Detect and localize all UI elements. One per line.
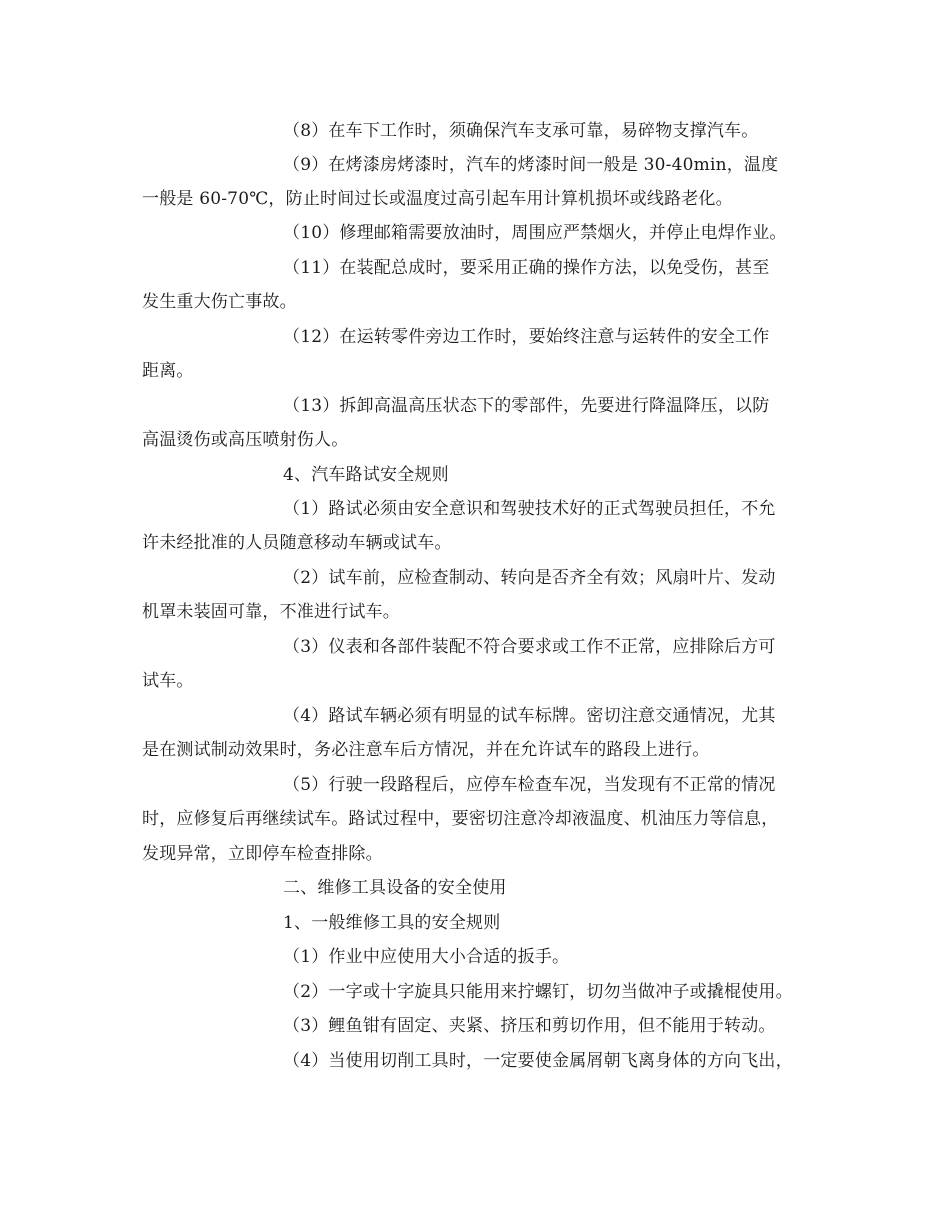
text-line-gt3: （3）鲤鱼钳有固定、夹紧、挤压和剪切作用，但不能用于转动。 [283,1016,776,1036]
text-line-rt2a: （2）试车前，应检查制动、转向是否齐全有效；风扇叶片、发动 [283,568,776,588]
text-line-9b: 一般是 60-70℃，防止时间过长或温度过高引起车用计算机损坏或线路老化。 [142,189,733,209]
section-heading-general-tools: 1、一般维修工具的安全规则 [283,913,501,933]
text-line-13b: 高温烫伤或高压喷射伤人。 [142,430,349,450]
text-line-rt5c: 发现异常，立即停车检查排除。 [142,844,383,864]
text-line-rt4b: 是在测试制动效果时，务必注意车后方情况，并在允许试车的路段上进行。 [142,740,710,760]
text-line-10: （10）修理邮箱需要放油时，周围应严禁烟火，并停止电焊作业。 [283,223,787,243]
text-line-rt3a: （3）仪表和各部件装配不符合要求或工作不正常，应排除后方可 [283,637,776,657]
text-line-gt2: （2）一字或十字旋具只能用来拧螺钉，切勿当做冲子或撬棍使用。 [283,982,793,1002]
text-line-rt5a: （5）行驶一段路程后，应停车检查车况，当发现有不正常的情况 [283,775,776,795]
text-line-12a: （12）在运转零件旁边工作时，要始终注意与运转件的安全工作 [283,327,770,347]
text-line-rt4a: （4）路试车辆必须有明显的试车标牌。密切注意交通情况，尤其 [283,706,776,726]
text-line-rt5b: 时，应修复后再继续试车。路试过程中，要密切注意冷却液温度、机油压力等信息， [142,809,779,829]
text-line-rt3b: 试车。 [142,671,194,691]
text-line-gt1: （1）作业中应使用大小合适的扳手。 [283,947,570,967]
text-line-8: （8）在车下工作时，须确保汽车支承可靠，易碎物支撑汽车。 [283,121,759,141]
text-line-rt1a: （1）路试必须由安全意识和驾驶技术好的正式驾驶员担任，不允 [283,499,776,519]
text-line-9a: （9）在烤漆房烤漆时，汽车的烤漆时间一般是 30-40min，温度 [283,155,779,175]
section-heading-tools: 二、维修工具设备的安全使用 [283,878,507,898]
text-line-rt2b: 机罩未装固可靠，不准进行试车。 [142,602,400,622]
text-line-13a: （13）拆卸高温高压状态下的零部件，先要进行降温降压，以防 [283,396,770,416]
text-line-rt1b: 许未经批准的人员随意移动车辆或试车。 [142,533,452,553]
text-line-gt4: （4）当使用切削工具时，一定要使金属屑朝飞离身体的方向飞出， [283,1051,793,1071]
text-line-11b: 发生重大伤亡事故。 [142,292,297,312]
section-heading-road-test: 4、汽车路试安全规则 [283,465,449,485]
text-line-12b: 距离。 [142,361,194,381]
text-line-11a: （11）在装配总成时，要采用正确的操作方法，以免受伤，甚至 [283,258,770,278]
